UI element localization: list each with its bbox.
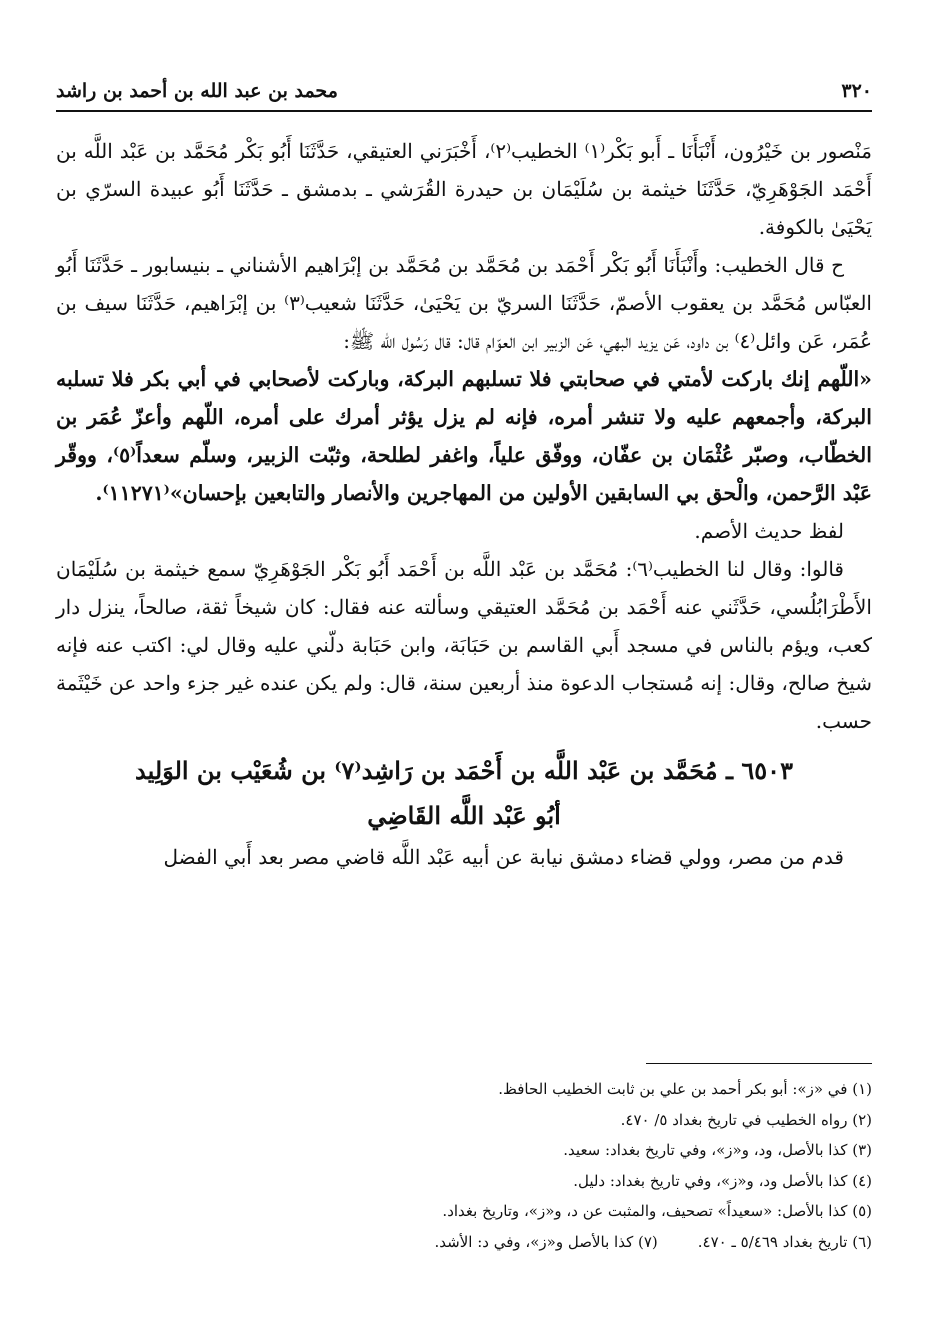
entry-heading: ٦٥٠٣ ـ مُحَمَّد بن عَبْد اللَّه بن أَحْمَد بن رَاشِد⁽٧⁾ بن شُعَيْب بن الوَلِيد: [135, 756, 793, 785]
footnotes: [56, 1074, 872, 1257]
main-text: [56, 132, 872, 876]
paragraph-biography: قالوا: وقال لنا الخطيب⁽٦⁾: مُحَمَّد بن عَبْد اللَّه بن أَحْمَد أَبُو بَكْر الجَوْهَرِيّ سمع خيثمة بن سُلَيْمَان الأَطْرَابُلُسي، حَدَّثَني عنه أَحْمَد بن مُحَمَّد العتيقي وسألته عنه فقال: كان شيخاً ثقة، صالحاً، ينزل دار كعب، ويؤم بالناس في مسجد أَبي القاسم بن حَبَابَة، وابن حَبَابة دلّني عليه وقال لي: اكتب عنه فإنه شيخ صالح، وقال: إنه مُستجاب الدعوة منذ أربعين سنة، قال: ولم يكن عنده غير جزء واحد عن خَيْثَمة حسب.: [55, 557, 872, 733]
running-title: محمد بن عبد الله بن أحمد بن راشد: [56, 80, 338, 102]
footnote-rule: [646, 1063, 872, 1064]
footnote-6: (٦) تاريخ بغداد ٥/٤٦٩ ـ ٤٧٠.: [697, 1232, 872, 1251]
paragraph-isnad-1: مَنْصور بن خَيْرُون، أَنْبَأَنَا ـ أَبو بَكْر⁽١⁾ الخطيب⁽٢⁾، أَخْبَرَني العتيقي، حَدَّثَنَا أَبُو بَكْر مُحَمَّد بن عَبْد اللَّه بن أَحْمَد الجَوْهَرِيّ، حَدَّثَنَا خيثمة بن سُلَيْمَان بن حيدرة القُرَشي ـ بدمشق ـ حَدَّثَنَا أَبُو عبيدة السرّي بن يَحْيَىٰ بالكوفة.: [56, 139, 872, 239]
entry-subheading: أبُو عَبْد اللَّه القَاضِي: [367, 801, 561, 830]
footnote-row-6-7: [56, 1227, 872, 1258]
footnote-7: (٧) كذا بالأصل و«ز»، وفي د: الأشد.: [434, 1232, 658, 1251]
paragraph-isnad-2: ح قال الخطيب: وأَنْبَأَنَا أَبُو بَكْر أَحْمَد بن مُحَمَّد بن مُحَمَّد بن إبْرَاهيم الأشناني ـ بنيسابور ـ حَدَّثَنَا أَبُو العبّاس مُحَمَّد بن يعقوب الأصمّ، حَدَّثَنَا السريّ بن يَحْيَىٰ، حَدَّثَنَا شعيب⁽٣⁾ بن إبْرَاهيم، حَدَّثَنَا سيف بن عُمَر، عَن وائل⁽٤⁾ بن داود، عَن يزيد البهي، عَن الزبير ابن العوّام قال: قال رَسُول الله ﷺ:: [56, 253, 872, 353]
footnote-5: (٥) كذا بالأصل: «سعيداً» تصحيف، والمثبت عن د، و«ز»، وتاريخ بغداد.: [442, 1202, 872, 1220]
page-number: ٣٢٠: [841, 80, 872, 102]
footnote-3: (٣) كذا بالأصل، ود، و«ز»، وفي تاريخ بغداد: سعيد.: [563, 1141, 872, 1159]
footnote-1: (١) في «ز»: أبو بكر أحمد بن علي بن ثابت الخطيب الحافظ.: [498, 1080, 872, 1098]
entry-first-line: قدم من مصر، وولي قضاء دمشق نيابة عن أبيه عَبْد اللَّه قاضي مصر بعد أَبي الفضل: [163, 845, 844, 869]
hadith-text: «اللّهم إنك باركت لأمتي في صحابتي فلا تسلبهم البركة، وباركت لأصحابي في أبي بكر فلا تسلبه البركة، وأجمعهم عليه ولا تنشر أمره، فإنه لم يزل يؤثر أمرك على أمره، اللّهم وأعزّ عُمَر بن الخطّاب، وصبّر عُثْمَان بن عفّان، ووفّق علياً، واغفر لطلحة، وثبّت الزبير، وسلّم سعداً⁽٥⁾، ووقّر عَبْد الرَّحمن، والْحق بي السابقين الأولين من المهاجرين والأنصار والتابعين بإحسان»⁽١١٢٧١⁾.: [56, 367, 873, 505]
header-rule: [56, 110, 872, 112]
page-header: [56, 62, 872, 102]
footnote-4: (٤) كذا بالأصل ود، و«ز»، وفي تاريخ بغداد: دليل.: [573, 1171, 872, 1190]
footnote-2: (٢) رواه الخطيب في تاريخ بغداد ٥/ ٤٧٠.: [620, 1110, 872, 1129]
paragraph-lafz: لفظ حديث الأصم.: [694, 519, 844, 543]
